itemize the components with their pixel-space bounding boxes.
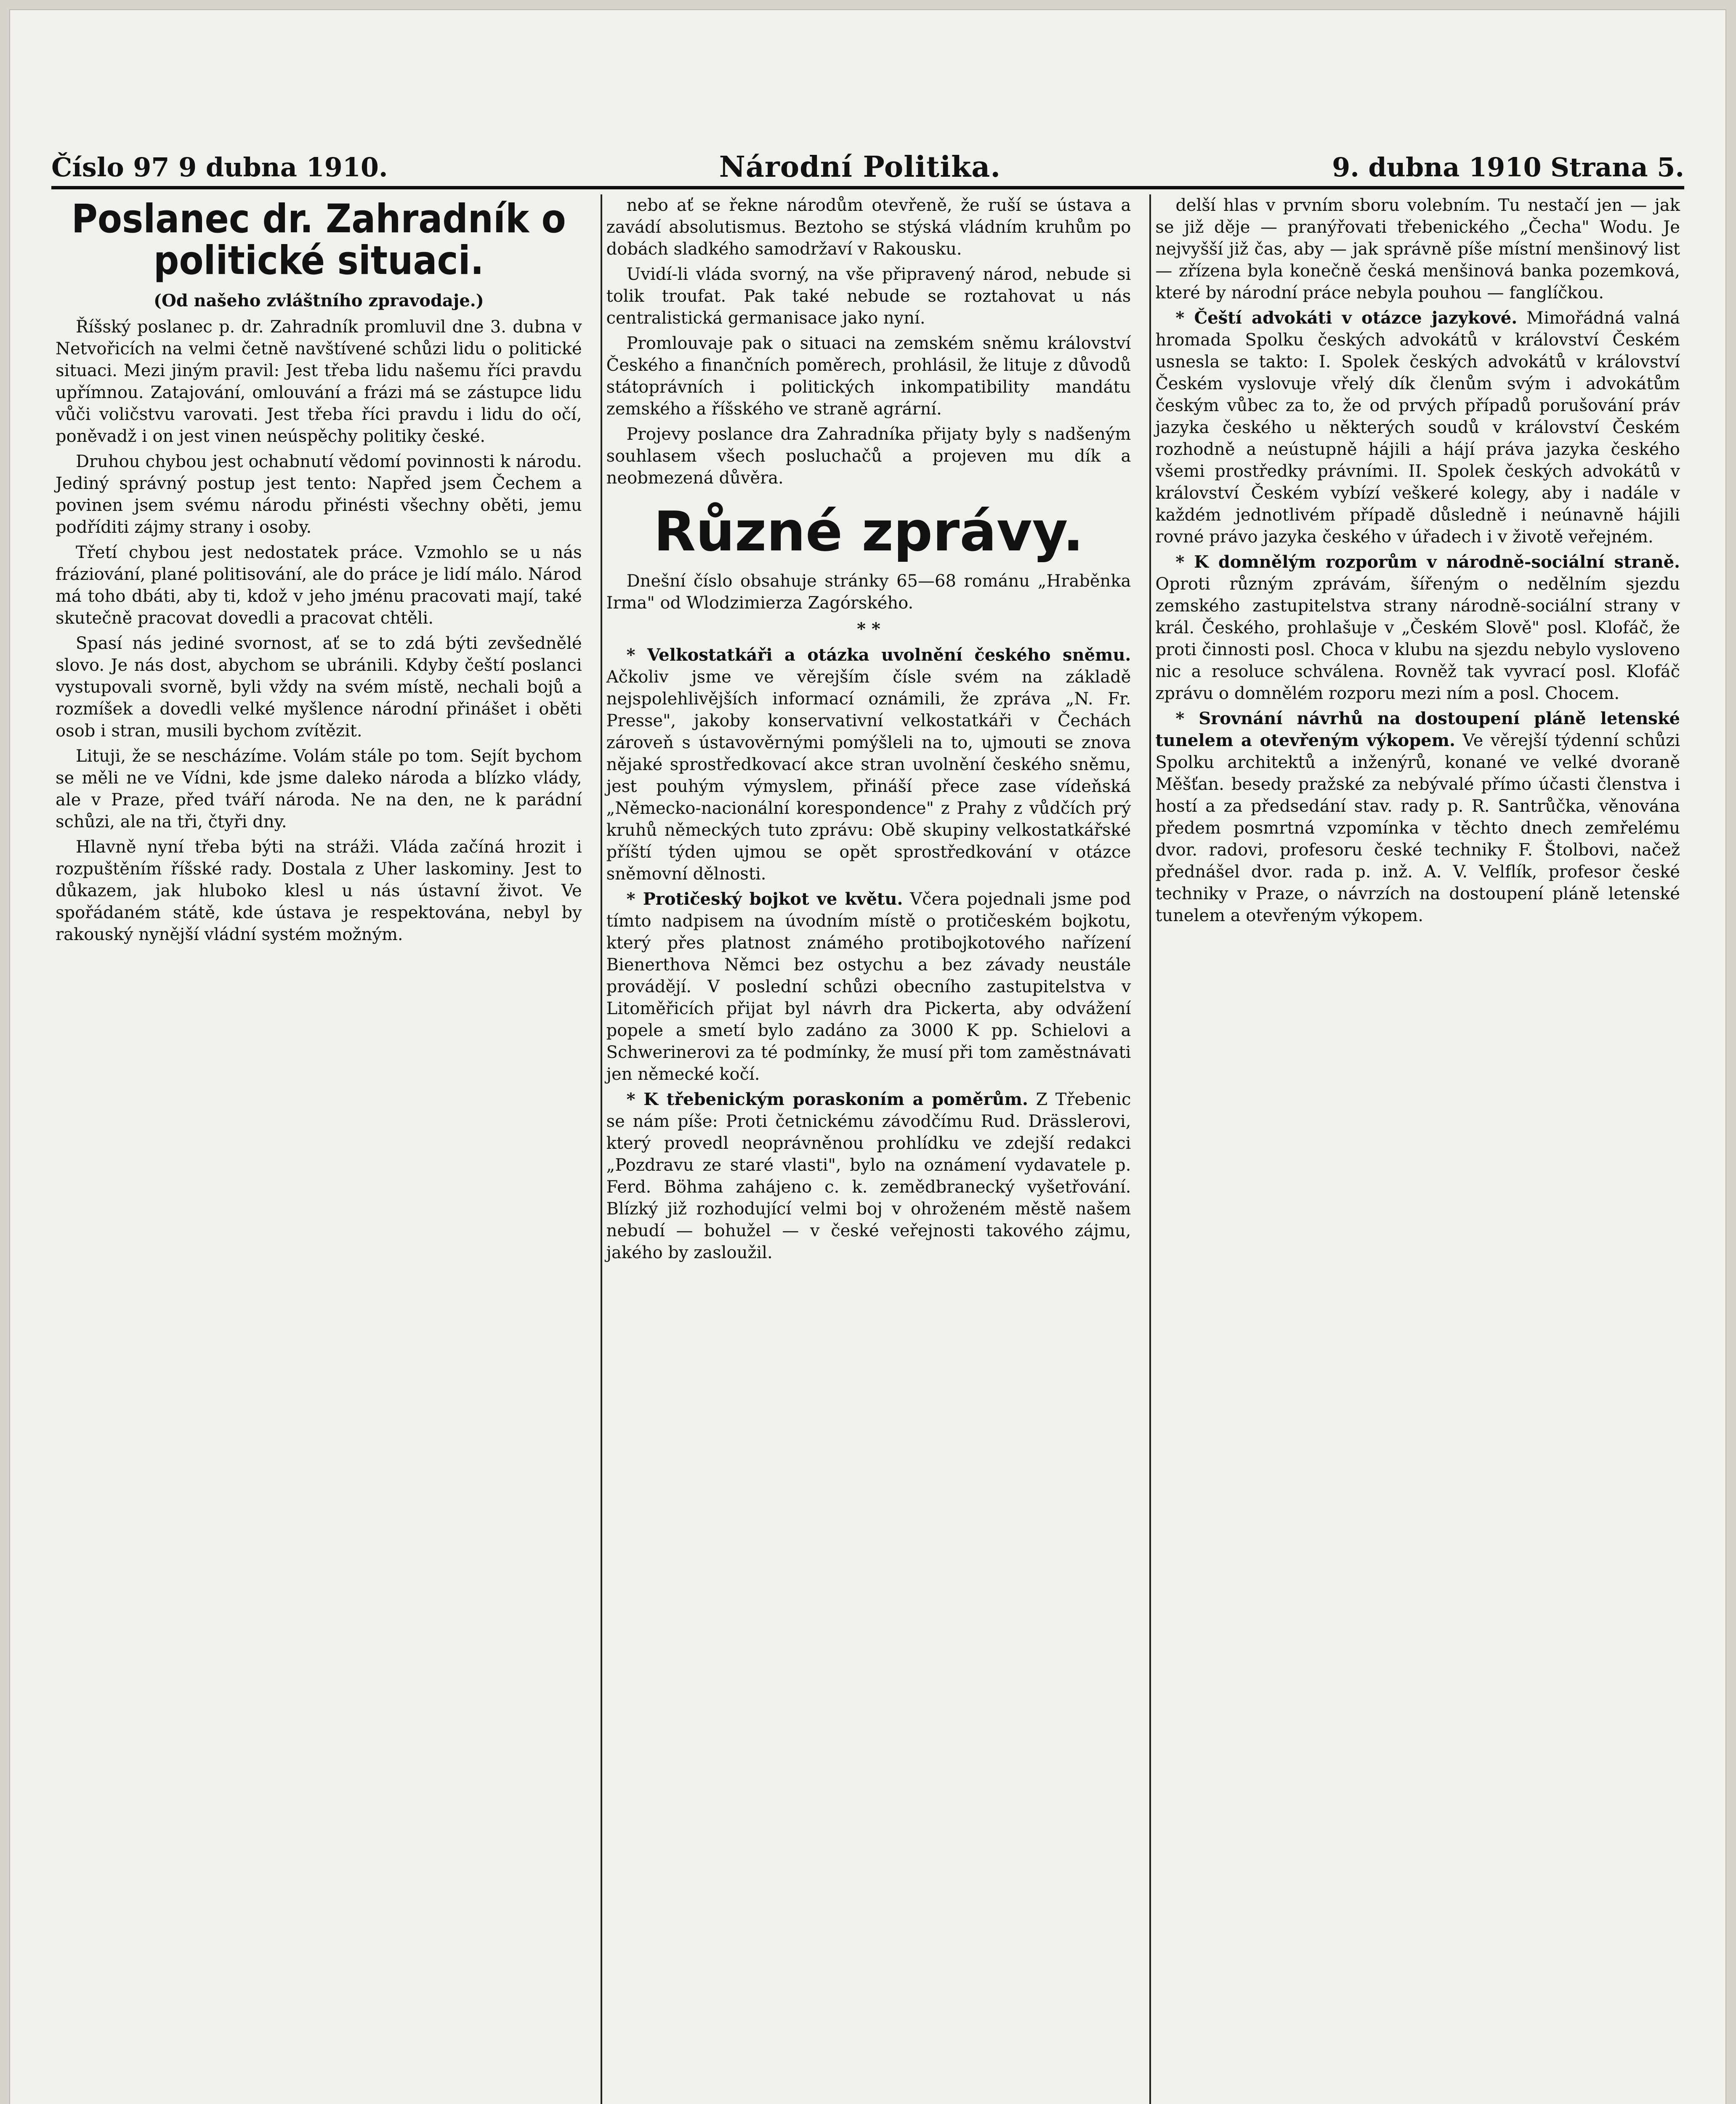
news-item-title: * Srovnání návrhů na dostoupení pláně letenské tunelem a otevřeným výkopem.: [1155, 709, 1680, 750]
news-item-title: * Protičeský bojkot ve květu.: [626, 889, 903, 909]
news-item-text: Mimořádná valná hromada Spolku českých advokátů v království Českém usnesla se takto: I. Spolek českých advokátů v království Českém vyslovuje vřelý dík členům svým i advokátům českým vůbec za to, že od prvých případů porušování práv jazyka českého u některých soudů v království Českém rozhodně a neústupně hájili a hájí práva jazyka českého všemi prostředky právními. II. Spolek českých advokátů v království Českém vybízí veškeré kolegy, aby i nadále v každém jednotlivém případě důsledně i neúnavně hájili rovné právo jazyka českého v úřadech i v životě veřejném.: [1155, 308, 1680, 547]
article-headline: Poslanec dr. Zahradník o politické situaci.: [71, 196, 566, 284]
paragraph: Druhou chybou jest ochabnutí vědomí povinnosti k národu. Jediný správný postup jest tento: Napřed jsem Čechem a povinen jsem svému národu přinésti všechny oběti, jemu podříditi zájmy strany i osoby.: [56, 452, 582, 537]
article-byline: (Od našeho zvláštního zpravodaje.): [154, 291, 484, 311]
news-item-text: Včera pojednali jsme pod tímto nadpisem na úvodním místě o protičeském bojkotu, který přes platnost známého protibojkotového nařízení Bienerthova Němci bez ostychu a bez závady neustále provádějí. V poslední schůzi obecního zastupitelstva v Litoměřicích přijat byl návrh dra Pickerta, aby odvážení popele a smetí bylo zadáno za 3000 K pp. Schielovi a Schwerinerovi za té podmínky, že musí při tom zaměstnávati jen německé kočí.: [606, 890, 1131, 1084]
paragraph: Projevy poslance dra Zahradníka přijaty byly s nadšeným souhlasem všech posluchačů a projeven mu dík a neobmezená důvěra.: [606, 425, 1131, 488]
news-item: [606, 888, 1131, 1085]
news-item: [606, 1089, 1131, 1264]
issue-date: Číslo 97 9 dubna 1910.: [51, 151, 388, 183]
column-2: [601, 194, 1135, 2104]
news-item-title: * K třebenickým poraskoním a poměrům.: [626, 1089, 1028, 1109]
section-title: Různé zprávy.: [654, 499, 1084, 563]
news-item-title: * Velkostatkáři a otázka uvolnění českého sněmu.: [626, 645, 1131, 665]
paragraph: nebo ať se řekne národům otevřeně, že ruší se ústava a zavádí absolutismus. Beztoho se stýská vládním kruhům po dobách sladkého samodržaví v Rakousku.: [606, 196, 1131, 259]
article-columns: [51, 194, 1684, 2104]
news-item-title: * K domnělým rozporům v národně-sociální straně.: [1175, 552, 1680, 572]
newspaper-page: [9, 9, 1726, 2104]
news-item-text: Ačkoliv jsme ve věrejším čísle svém na základě nejspolehlivějších informací oznámili, že zpráva „N. Fr. Presse", jakoby konservativní velkostatkáři v Čechách zároveň s ústavověrnými pomýšleli na to, ujmouti se znova nějaké sprostředkovací akce stran uvolnění českého sněmu, jest pouhým výmyslem, přináší přece zase vídeňská „Německo-nacionální korespondence" z Prahy z vůdčích prý kruhů německých tuto zprávu: Obě skupiny velkostatkářské příští týden ujmou se opět sprostředkování v otázce sněmovní dělnosti.: [606, 667, 1131, 884]
news-item-text: Ve věrejší týdenní schůzi Spolku architektů a inženýrů, konané ve velké dvoraně Měšťan. besedy pražské za nebývalé přímo účasti členstva i hostí a za předsedání stav. rady p. R. Santrůčka, věnována předem posmrtná vzpomínka v těchto dnech zemřelému dvor. radovi, profesoru české techniky F. Štolbovi, načež přednášel dvor. rada p. inž. A. V. Velflík, profesor české techniky v Praze, o návrzích na dostoupení pláně letenské tunelem a otevřeným výkopem.: [1155, 731, 1680, 925]
paragraph: Uvidí-li vláda svorný, na vše připravený národ, nebude si tolik troufat. Pak také nebude se roztahovat u nás centralistická germanisace jako nyní.: [606, 265, 1131, 328]
paragraph: Hlavně nyní třeba býti na stráži. Vláda začíná hrozit i rozpuštěním říšské rady. Dostala z Uher laskominy. Jest to důkazem, jak hluboko klesl u nás ústavní život. Ve spořádaném státě, kde ústava je respektována, nebyl by rakouský nynější vládní systém možným.: [56, 837, 582, 945]
paragraph: Třetí chybou jest nedostatek práce. Vzmohlo se u nás fráziování, plané politisování, ale do práce je lidí málo. Národ má toho dbáti, aby ti, kdož v jeho jménu pracovati mají, také skutečně pracovat dovedli a pracovat chtěli.: [56, 543, 582, 628]
news-item-text: Z Třebenic se nám píše: Proti četnickému závodčímu Rud. Drässlerovi, který provedl neoprávněnou prohlídku ve zdejší redakci „Pozdravu ze staré vlasti", bylo na oznámení vydavatele p. Ferd. Böhma zahájeno c. k. zemědbranecký vyšetřování. Blízký již rozhodující velmi boj v ohroženém městě našem nebudí — bohužel — v české veřejnosti takového zájmu, jakého by zasloužil.: [606, 1090, 1131, 1262]
news-item: [1155, 307, 1680, 548]
paragraph: Spasí nás jediné svornost, ať se to zdá býti zevšednělé slovo. Je nás dost, abychom se ubránili. Kdyby čeští poslanci vystupovali svorně, byli vždy na svém místě, nechali bojů a rozmíšek a dovedli velké myšlence národní přinášet i oběti osob i stran, musili bychom zvítězit.: [56, 634, 582, 741]
news-item-title: * Čeští advokáti v otázce jazykové.: [1175, 308, 1518, 328]
news-item: [1155, 551, 1680, 704]
column-1: [51, 194, 586, 2104]
paragraph: Říšský poslanec p. dr. Zahradník promluvil dne 3. dubna v Netvořicích na velmi četně navštívené schůzi lidu o politické situaci. Mezi jiným pravil: Jest třeba lidu našemu říci pravdu upřímnou. Zatajování, omlouvání a frázi má se zástupce lidu vůči voličstvu varovati. Jest třeba říci pravdu i lidu do očí, poněvadž i on jest vinen neúspěchy politiky české.: [56, 317, 582, 446]
paragraph: delší hlas v prvním sboru volebním. Tu nestačí jen — jak se již děje — pranýřovati třebenického „Čecha" Wodu. Je nejvyšší již čas, aby — jak správně píše místní menšinový list — zřízena byla konečně česká menšinová banka pozemková, které by národní práce nebyla pouhou — fanglíčkou.: [1155, 196, 1680, 303]
paragraph: Lituji, že se nescházíme. Volám stále po tom. Sejít bychom se měli ne ve Vídni, kde jsme daleko národa a blízko vlády, ale v Praze, před tváří národa. Ne na den, ne k parádní schůzi, ale na tři, čtyři dny.: [56, 746, 582, 832]
column-3: [1149, 194, 1684, 2104]
masthead-title: Národní Politika.: [719, 150, 1001, 184]
news-item: [606, 644, 1131, 885]
news-item-text: Oproti různým zprávám, šířeným o nedělním sjezdu zemského zastupitelstva strany národně-sociální strany v král. Českého, prohlašuje v „Českém Slově" posl. Klofáč, že proti činnosti posl. Choca v klubu na sjezdu nebylo vysloveno nic a resoluce schválena. Rovněž tak vyvrací posl. Klofáč zprávu o domnělém rozporu mezi ním a posl. Chocem.: [1155, 574, 1680, 703]
news-item: [1155, 708, 1680, 927]
paragraph: Dnešní číslo obsahuje stránky 65—68 románu „Hraběnka Irma" od Wlodzimierza Zagórského.: [606, 571, 1131, 613]
page-header: [51, 148, 1684, 189]
paragraph: Promlouvaje pak o situaci na zemském sněmu království Českého a finančních poměrech, prohlásil, že lituje z důvodů státoprávních i politických inkompatibility mandátu zemského a říšského ve straně agrární.: [606, 334, 1131, 419]
page-number: 9. dubna 1910 Strana 5.: [1332, 151, 1684, 183]
separator-stars: * *: [857, 619, 880, 639]
